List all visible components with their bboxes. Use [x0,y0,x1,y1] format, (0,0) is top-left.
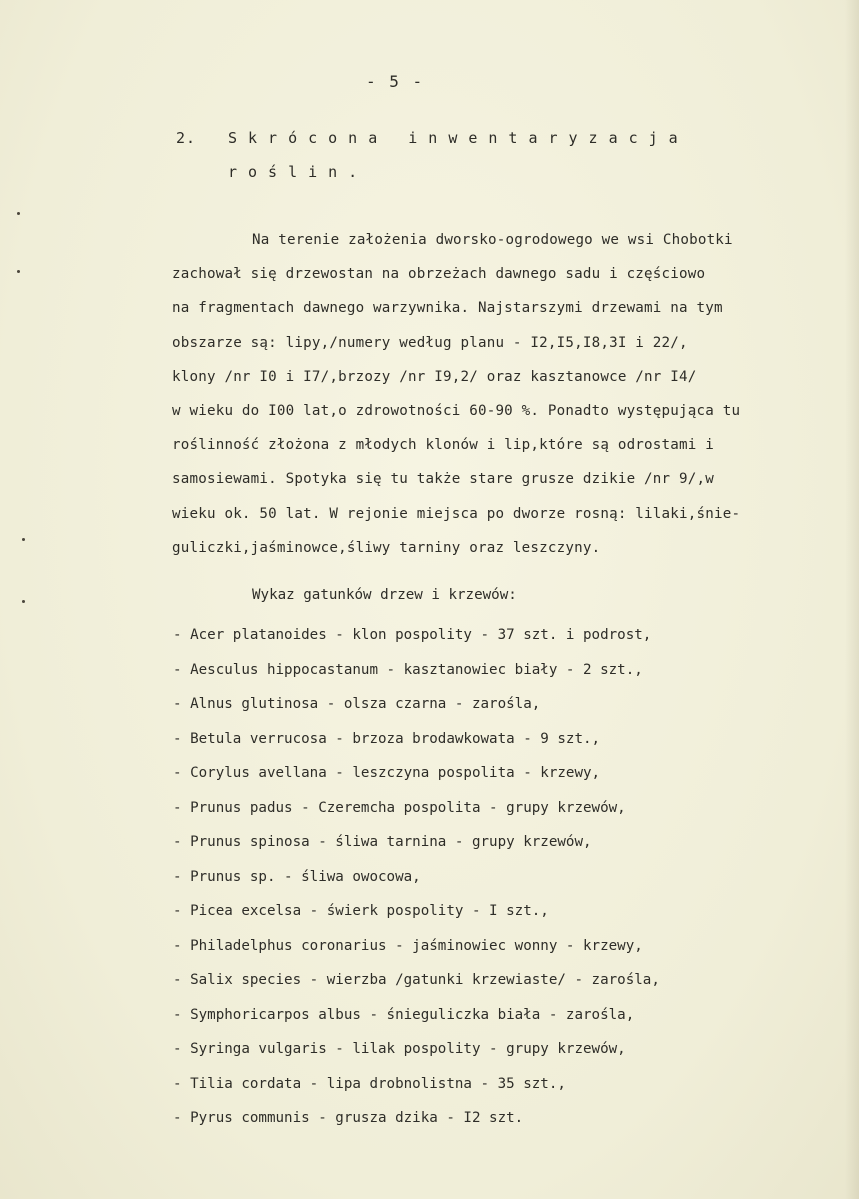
page-number: - 5 - [366,72,425,91]
paragraph-line: wieku ok. 50 lat. W rejonie miejsca po dworze rosną: lilaki,śnie- [172,505,741,522]
paragraph-line: obszarze są: lipy,/numery według planu - I2,I5,I8,3I i 22/, [172,334,688,351]
species-item: - Prunus sp. - śliwa owocowa, [173,868,421,885]
species-item: - Syringa vulgaris - lilak pospolity - grupy krzewów, [173,1041,626,1057]
paragraph-line: roślinność złożona z młodych klonów i lip,które są odrostami i [172,437,714,454]
species-item: - Symphoricarpos albus - śnieguliczka biała - zarośla, [173,1006,635,1023]
species-item: - Picea excelsa - świerk pospolity - I szt., [173,903,549,919]
species-item: - Salix species - wierzba /gatunki krzewiaste/ - zarośla, [173,972,660,988]
species-item: - Prunus padus - Czeremcha pospolita - grupy krzewów, [173,799,626,816]
paragraph-line: klony /nr I0 i I7/,brzozy /nr I9,2/ oraz kasztanowce /nr I4/ [172,368,697,385]
section-title-line1: Skrócona inwentaryzacja [228,129,689,147]
section-title-line2: roślin. [228,163,369,181]
species-item: - Prunus spinosa - śliwa tarnina - grupy krzewów, [173,834,592,850]
paragraph-line: guliczki,jaśminowce,śliwy tarniny oraz leszczyny. [172,539,601,556]
paragraph-line: Na terenie założenia dworsko-ogrodowego we wsi Chobotki [252,232,733,248]
section-number: 2. [176,129,197,147]
margin-mark [17,212,20,215]
species-item: - Aesculus hippocastanum - kasztanowiec biały - 2 szt., [173,661,643,678]
margin-mark [22,600,25,603]
page-edge-shadow [845,0,859,1199]
paragraph-line: samosiewami. Spotyka się tu także stare grusze dzikie /nr 9/,w [172,471,714,488]
paragraph-line: na fragmentach dawnego warzywnika. Najstarszymi drzewami na tym [172,300,723,317]
margin-mark [22,538,25,541]
section-heading [176,121,796,189]
species-item: - Tilia cordata - lipa drobnolistna - 35 szt., [173,1075,566,1092]
body-paragraph [172,223,842,565]
species-list-heading: Wykaz gatunków drzew i krzewów: [252,587,517,603]
species-item: - Philadelphus coronarius - jaśminowiec wonny - krzewy, [173,937,643,954]
species-item: - Alnus glutinosa - olsza czarna - zarośla, [173,696,541,712]
paragraph-line: zachował się drzewostan na obrzeżach dawnego sadu i częściowo [172,266,706,283]
species-item: - Corylus avellana - leszczyna pospolita - krzewy, [173,765,601,781]
species-item: - Betula verrucosa - brzoza brodawkowata - 9 szt., [173,730,601,747]
species-item: - Pyrus communis - grusza dzika - I2 szt. [173,1110,524,1126]
margin-mark [17,270,20,273]
species-list [173,618,833,1136]
paragraph-line: w wieku do I00 lat,o zdrowotności 60-90 %. Ponadto występująca tu [172,402,741,419]
species-item: - Acer platanoides - klon pospolity - 37 szt. i podrost, [173,627,652,643]
